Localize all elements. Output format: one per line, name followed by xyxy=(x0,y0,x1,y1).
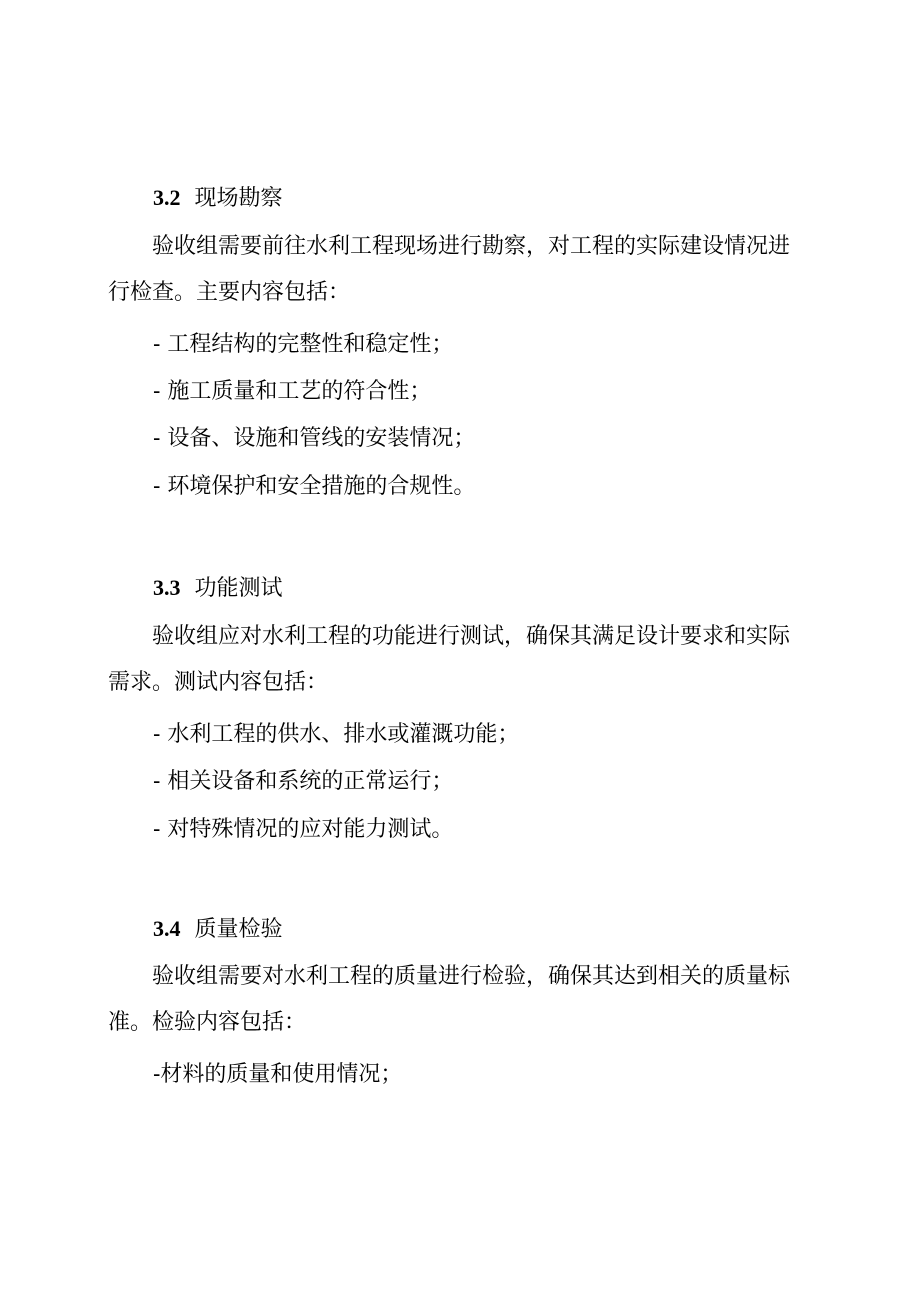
list-item: - 对特殊情况的应对能力测试。 xyxy=(153,817,454,842)
section-heading-3-4 xyxy=(153,914,283,945)
list-item: - 水利工程的供水、排水或灌溉功能； xyxy=(153,722,520,747)
list-item: - 工程结构的完整性和稳定性； xyxy=(153,332,454,357)
section-number: 3.4 xyxy=(153,916,181,941)
section-title: 现场勘察 xyxy=(194,186,283,211)
list-item: - 施工质量和工艺的符合性； xyxy=(153,379,432,404)
section-heading-3-3 xyxy=(153,573,283,604)
section-title: 质量检验 xyxy=(194,917,283,942)
list-item: - 相关设备和系统的正常运行； xyxy=(153,769,454,794)
section-number: 3.2 xyxy=(153,185,181,210)
section-paragraph: 验收组需要对水利工程的质量进行检验，确保其达到相关的质量标准。检验内容包括： xyxy=(108,964,791,1035)
section-paragraph: 验收组应对水利工程的功能进行测试，确保其满足设计要求和实际需求。测试内容包括： xyxy=(108,624,791,695)
section-title: 功能测试 xyxy=(194,576,283,601)
section-number: 3.3 xyxy=(153,575,181,600)
list-item: -材料的质量和使用情况； xyxy=(153,1062,403,1087)
list-item: - 环境保护和安全措施的合规性。 xyxy=(153,474,476,499)
section-heading-3-2 xyxy=(153,183,283,214)
section-paragraph: 验收组需要前往水利工程现场进行勘察，对工程的实际建设情况进行检查。主要内容包括： xyxy=(108,234,791,305)
list-item: - 设备、设施和管线的安装情况； xyxy=(153,426,476,451)
